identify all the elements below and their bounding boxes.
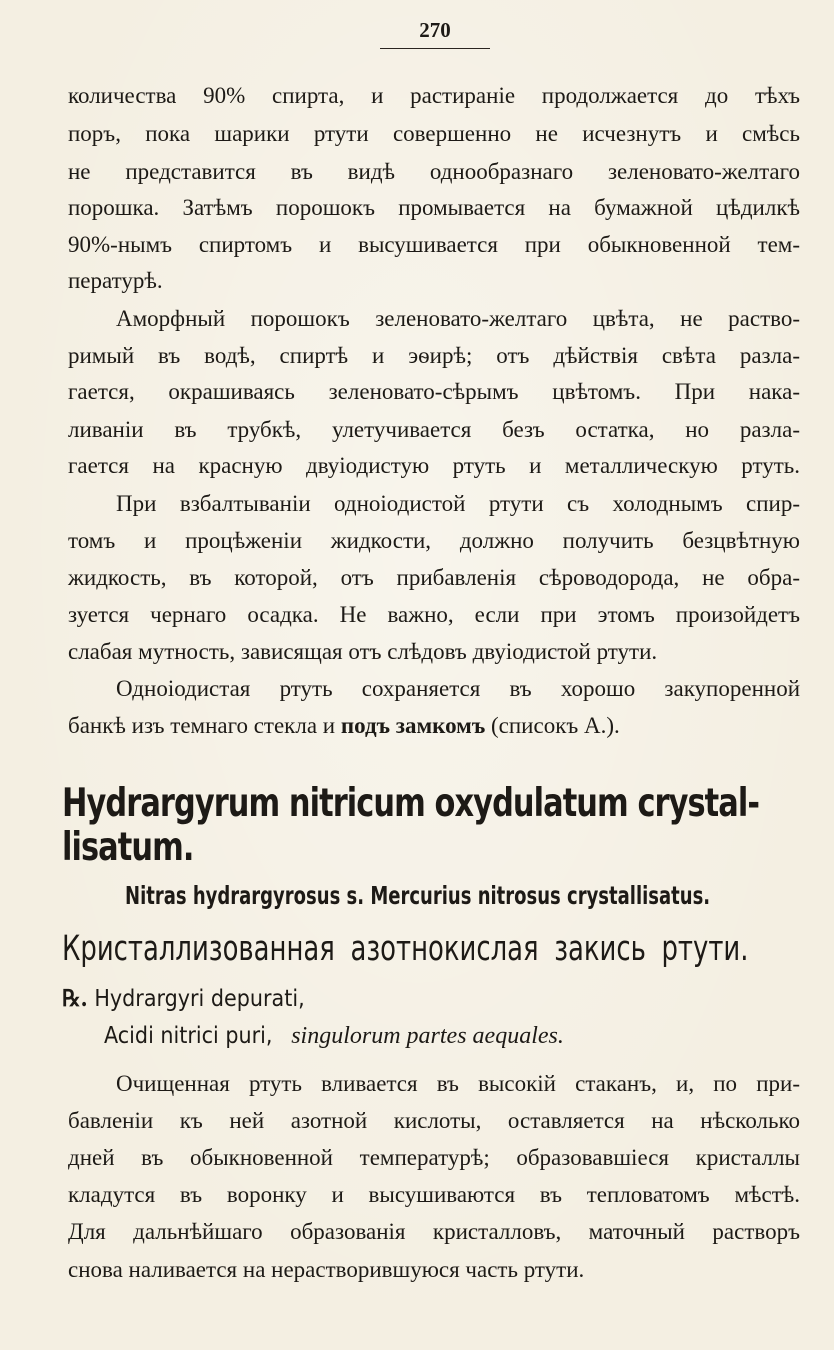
body-line: пературѣ. — [68, 268, 163, 293]
recipe-ingredient: Hydrargyri depurati, — [87, 986, 305, 1012]
body-line: Аморфный порошокъ зеленовато-желтаго цвѣта, не раство- — [116, 306, 800, 331]
body-line: гается, окрашиваясь зеленовато-сѣрымъ цвѣтомъ. При нака- — [68, 379, 800, 404]
body-line: Очищенная ртуть вливается въ высокій стаканъ, и, по при- — [116, 1071, 800, 1096]
body-line: поръ, пока шарики ртути совершенно не исчезнутъ и смѣсь — [68, 121, 800, 146]
page-number-rule — [380, 48, 490, 49]
body-line: снова наливается на нерастворившуюся часть ртути. — [68, 1257, 585, 1282]
body-line: жидкость, въ которой, отъ прибавленія сѣроводорода, не обра- — [68, 565, 800, 590]
body-line: бавленіи къ ней азотной кислоты, оставляется на нѣсколько — [68, 1108, 800, 1133]
body-line: При взбалтываніи одноіодистой ртути съ холоднымъ спир- — [116, 491, 800, 516]
body-line: 90%-нымъ спиртомъ и высушивается при обыкновенной тем- — [68, 232, 800, 257]
page-number: 270 — [419, 18, 451, 42]
recipe-line — [104, 1020, 564, 1052]
body-line: римый въ водѣ, спиртѣ и эѳирѣ; отъ дѣйствія свѣта разла- — [68, 343, 800, 368]
entry-title: Hydrargyrum nitricum oxydulatum crystal- — [62, 781, 760, 826]
body-line: зуется чернаго осадка. Не важно, если при этомъ произойдетъ — [68, 602, 800, 627]
body-text: (списокъ А.). — [485, 713, 620, 738]
entry-russian-title: Кристаллизованная азотнокислая закись ртути. — [62, 929, 749, 969]
emphasis-text: подъ замкомъ — [340, 713, 486, 738]
body-line: Одноіодистая ртуть сохраняется въ хорошо закупоренной — [116, 676, 800, 701]
body-line: не представится въ видѣ однообразнаго зеленовато-желтаго — [68, 159, 800, 184]
body-line: гается на красную двуіодистую ртуть и металлическую ртуть. — [68, 453, 800, 478]
body-text: банкѣ изъ темнаго стекла и — [68, 713, 341, 738]
body-line: кладутся въ воронку и высушиваются въ тепловатомъ мѣстѣ. — [68, 1182, 800, 1207]
body-line: слабая мутность, зависящая отъ слѣдовъ двуіодистой ртути. — [68, 639, 658, 664]
body-line — [68, 710, 800, 742]
recipe-line — [62, 983, 305, 1015]
body-line: количества 90% спирта, и растираніе продолжается до тѣхъ — [68, 83, 800, 108]
entry-title-continued: lisatum. — [62, 825, 194, 870]
body-line: дней въ обыкновенной температурѣ; образовавшіеся кристаллы — [68, 1145, 800, 1170]
recipe-proportion: singulorum partes aequales. — [291, 1023, 564, 1049]
body-line: порошка. Затѣмъ порошокъ промывается на бумажной цѣдилкѣ — [68, 195, 800, 220]
entry-synonym: Nitras hydrargyrosus s. Mercurius nitrosus crystallisatus. — [125, 881, 711, 910]
recipe-symbol: ℞. — [62, 985, 88, 1012]
recipe-ingredient: Acidi nitrici puri, — [104, 1023, 273, 1049]
body-line: томъ и процѣженіи жидкости, должно получить безцвѣтную — [68, 528, 800, 553]
body-line: ливаніи въ трубкѣ, улетучивается безъ остатка, но разла- — [68, 417, 800, 442]
body-line: Для дальнѣйшаго образованія кристалловъ, маточный растворъ — [68, 1219, 800, 1244]
